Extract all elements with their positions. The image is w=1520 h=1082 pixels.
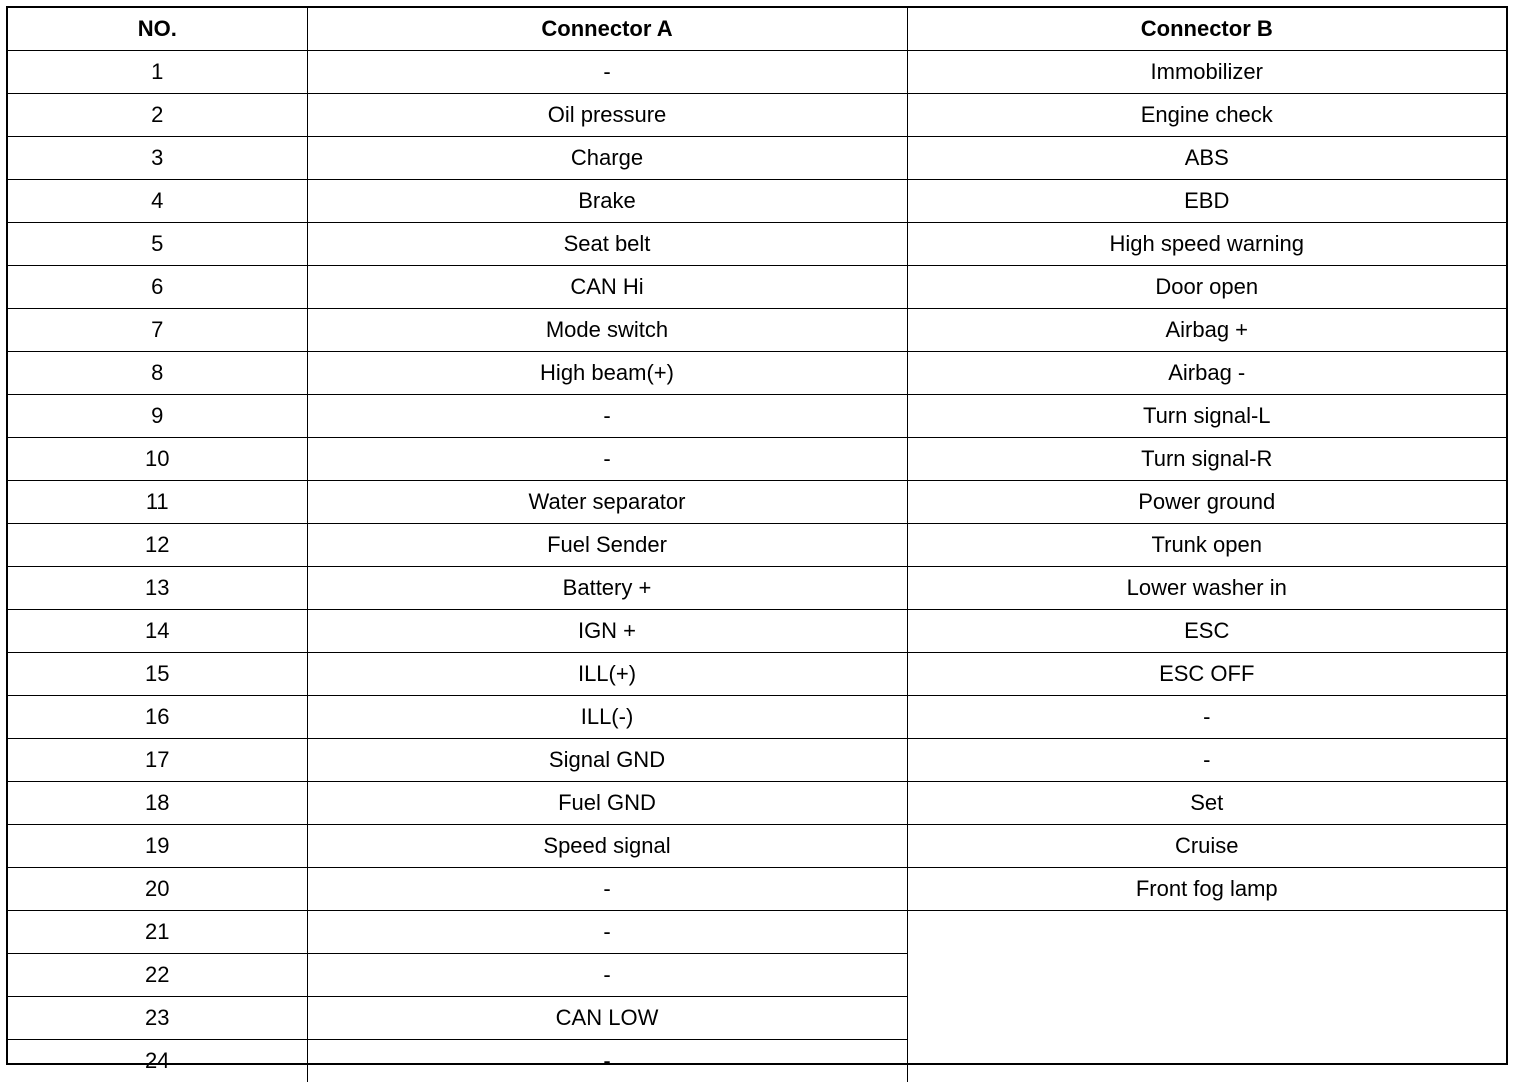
table-row [8, 653, 1506, 696]
cell-connector-a: - [307, 868, 907, 911]
cell-connector-b: Trunk open [907, 524, 1506, 567]
cell-connector-b: ESC [907, 610, 1506, 653]
table-row [8, 739, 1506, 782]
cell-no: 15 [8, 653, 307, 696]
header-connector-a: Connector A [307, 8, 907, 51]
table-row [8, 352, 1506, 395]
cell-connector-a: Oil pressure [307, 94, 907, 137]
cell-connector-b: Cruise [907, 825, 1506, 868]
cell-connector-a: - [307, 954, 907, 997]
cell-connector-b: Lower washer in [907, 567, 1506, 610]
cell-connector-b: Engine check [907, 94, 1506, 137]
cell-no: 14 [8, 610, 307, 653]
cell-connector-a: - [307, 395, 907, 438]
cell-no: 3 [8, 137, 307, 180]
cell-no: 21 [8, 911, 307, 954]
table-row [8, 266, 1506, 309]
cell-connector-a: Seat belt [307, 223, 907, 266]
cell-connector-b: Door open [907, 266, 1506, 309]
cell-connector-b: Turn signal-L [907, 395, 1506, 438]
cell-connector-a: CAN LOW [307, 997, 907, 1040]
cell-connector-b: High speed warning [907, 223, 1506, 266]
header-connector-b: Connector B [907, 8, 1506, 51]
cell-connector-a: Fuel GND [307, 782, 907, 825]
table-row [8, 524, 1506, 567]
cell-no: 6 [8, 266, 307, 309]
cell-no: 2 [8, 94, 307, 137]
cell-no: 18 [8, 782, 307, 825]
table-row [8, 825, 1506, 868]
cell-no: 12 [8, 524, 307, 567]
table-row [8, 180, 1506, 223]
cell-no: 22 [8, 954, 307, 997]
table-row [8, 223, 1506, 266]
table-row [8, 395, 1506, 438]
cell-connector-b-empty [907, 911, 1506, 1082]
cell-connector-b: Front fog lamp [907, 868, 1506, 911]
cell-connector-a: Mode switch [307, 309, 907, 352]
table-row [8, 51, 1506, 94]
table-row [8, 481, 1506, 524]
table-row [8, 137, 1506, 180]
cell-connector-a: Charge [307, 137, 907, 180]
cell-connector-a: Water separator [307, 481, 907, 524]
table-row [8, 438, 1506, 481]
table-header-row [8, 8, 1506, 51]
cell-no: 20 [8, 868, 307, 911]
cell-connector-b: Power ground [907, 481, 1506, 524]
table-row [8, 567, 1506, 610]
cell-no: 4 [8, 180, 307, 223]
cell-connector-b: ABS [907, 137, 1506, 180]
cell-connector-a: ILL(-) [307, 696, 907, 739]
cell-no: 7 [8, 309, 307, 352]
cell-no: 13 [8, 567, 307, 610]
cell-connector-a: Signal GND [307, 739, 907, 782]
cell-connector-b: Turn signal-R [907, 438, 1506, 481]
cell-connector-b: Airbag + [907, 309, 1506, 352]
cell-no: 24 [8, 1040, 307, 1082]
cell-connector-b: Set [907, 782, 1506, 825]
cell-connector-b: EBD [907, 180, 1506, 223]
cell-no: 8 [8, 352, 307, 395]
table-row [8, 94, 1506, 137]
cell-connector-a: - [307, 911, 907, 954]
table-row [8, 782, 1506, 825]
cell-connector-b: Airbag - [907, 352, 1506, 395]
cell-connector-a: High beam(+) [307, 352, 907, 395]
connector-pinout-table-frame [6, 6, 1508, 1065]
cell-no: 16 [8, 696, 307, 739]
cell-connector-b: - [907, 739, 1506, 782]
cell-no: 11 [8, 481, 307, 524]
cell-no: 1 [8, 51, 307, 94]
cell-connector-b: Immobilizer [907, 51, 1506, 94]
header-no: NO. [8, 8, 307, 51]
cell-connector-a: CAN Hi [307, 266, 907, 309]
table-row [8, 911, 1506, 954]
cell-connector-b: ESC OFF [907, 653, 1506, 696]
cell-no: 5 [8, 223, 307, 266]
cell-connector-a: Battery + [307, 567, 907, 610]
cell-connector-a: - [307, 51, 907, 94]
cell-no: 9 [8, 395, 307, 438]
cell-connector-a: Brake [307, 180, 907, 223]
cell-connector-a: - [307, 438, 907, 481]
cell-connector-a: ILL(+) [307, 653, 907, 696]
cell-no: 23 [8, 997, 307, 1040]
cell-connector-a: Speed signal [307, 825, 907, 868]
table-body [8, 51, 1506, 1082]
cell-no: 10 [8, 438, 307, 481]
cell-no: 19 [8, 825, 307, 868]
connector-pinout-table [8, 8, 1506, 1082]
cell-connector-a: Fuel Sender [307, 524, 907, 567]
cell-no: 17 [8, 739, 307, 782]
table-row [8, 610, 1506, 653]
cell-connector-a: - [307, 1040, 907, 1082]
table-row [8, 868, 1506, 911]
cell-connector-a: IGN + [307, 610, 907, 653]
table-row [8, 696, 1506, 739]
table-row [8, 309, 1506, 352]
cell-connector-b: - [907, 696, 1506, 739]
